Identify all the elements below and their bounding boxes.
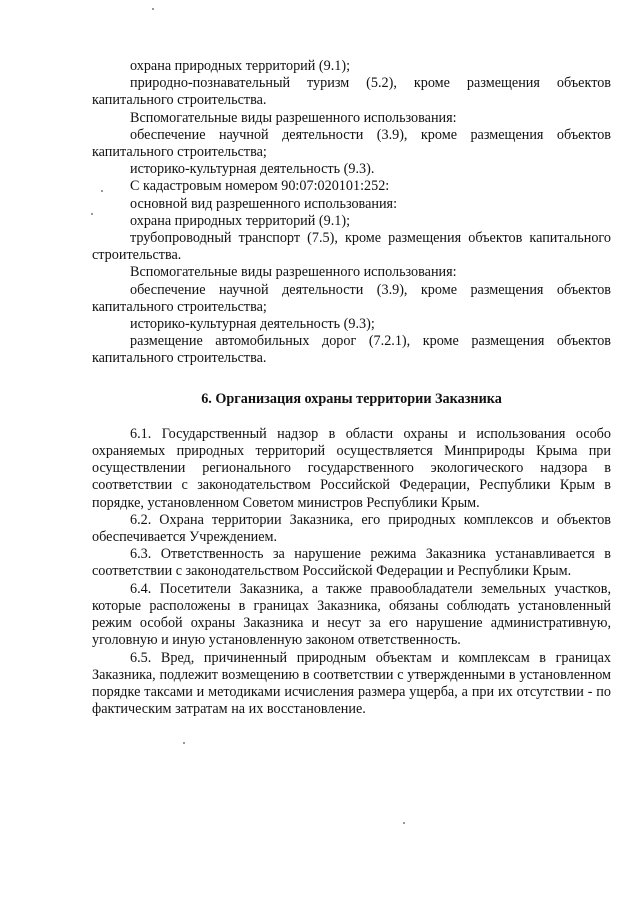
paragraph-6-1: 6.1. Государственный надзор в области охраны и использования особо охраняемых природных территорий осуществляется Минприроды Крыма при осуществлении регионального государственного экологического надзора в соответствии с законодательством Российской Федерации, Республики Крым в порядке, установленном Советом министров Республики Крым. bbox=[92, 425, 611, 511]
paragraph-6-3: 6.3. Ответственность за нарушение режима Заказника устанавливается в соответствии с законодательством Российской Федерации и Республики Крым. bbox=[92, 546, 611, 580]
paragraph-6-2: 6.2. Охрана территории Заказника, его природных комплексов и объектов обеспечивается Учреждением. bbox=[92, 511, 611, 546]
list-item: размещение автомобильных дорог (7.2.1), кроме размещения объектов капитального строительства. bbox=[92, 333, 611, 367]
list-item: трубопроводный транспорт (7.5), кроме размещения объектов капитального строительства. bbox=[92, 230, 611, 264]
scan-speck bbox=[152, 8, 154, 10]
list-item: Вспомогательные виды разрешенного использования: bbox=[130, 109, 457, 126]
list-item: историко-культурная деятельность (9.3); bbox=[130, 316, 375, 333]
list-item: охрана природных территорий (9.1); bbox=[130, 58, 351, 74]
scan-speck bbox=[183, 742, 185, 744]
section-heading: 6. Организация охраны территории Заказника bbox=[201, 390, 502, 407]
list-item: основной вид разрешенного использования: bbox=[130, 195, 398, 212]
list-item: природно-познавательный туризм (5.2), кроме размещения объектов капитального строительства. bbox=[92, 75, 611, 109]
paragraph-6-4: 6.4. Посетители Заказника, а также правообладатели земельных участков, которые расположены в границах Заказника, обязаны соблюдать установленный режим особой охраны Заказника и несут за его нарушение административную, уголовную и иную установленную законом ответственность. bbox=[92, 580, 611, 649]
scan-speck bbox=[403, 822, 405, 824]
list-item: обеспечение научной деятельности (3.9), кроме размещения объектов капитального строительства; bbox=[92, 281, 611, 315]
land-use-list bbox=[92, 58, 611, 368]
list-item: С кадастровым номером 90:07:020101:252: bbox=[130, 178, 390, 195]
list-item: охрана природных территорий (9.1); bbox=[130, 212, 351, 229]
paragraph-6-5: 6.5. Вред, причиненный природным объектам и комплексам в границах Заказника, подлежит возмещению в соответствии с утвержденными в установленном порядке таксами и методиками исчисления размера ущерба, а при их отсутствии - по фактическим затратам на их восстановление. bbox=[92, 649, 611, 718]
list-item: Вспомогательные виды разрешенного использования: bbox=[130, 264, 457, 281]
scan-speck bbox=[91, 213, 93, 215]
list-item: обеспечение научной деятельности (3.9), кроме размещения объектов капитального строительства; bbox=[92, 126, 611, 161]
list-item: историко-культурная деятельность (9.3). bbox=[130, 161, 375, 178]
scan-speck bbox=[101, 190, 103, 192]
section-body bbox=[92, 426, 611, 718]
